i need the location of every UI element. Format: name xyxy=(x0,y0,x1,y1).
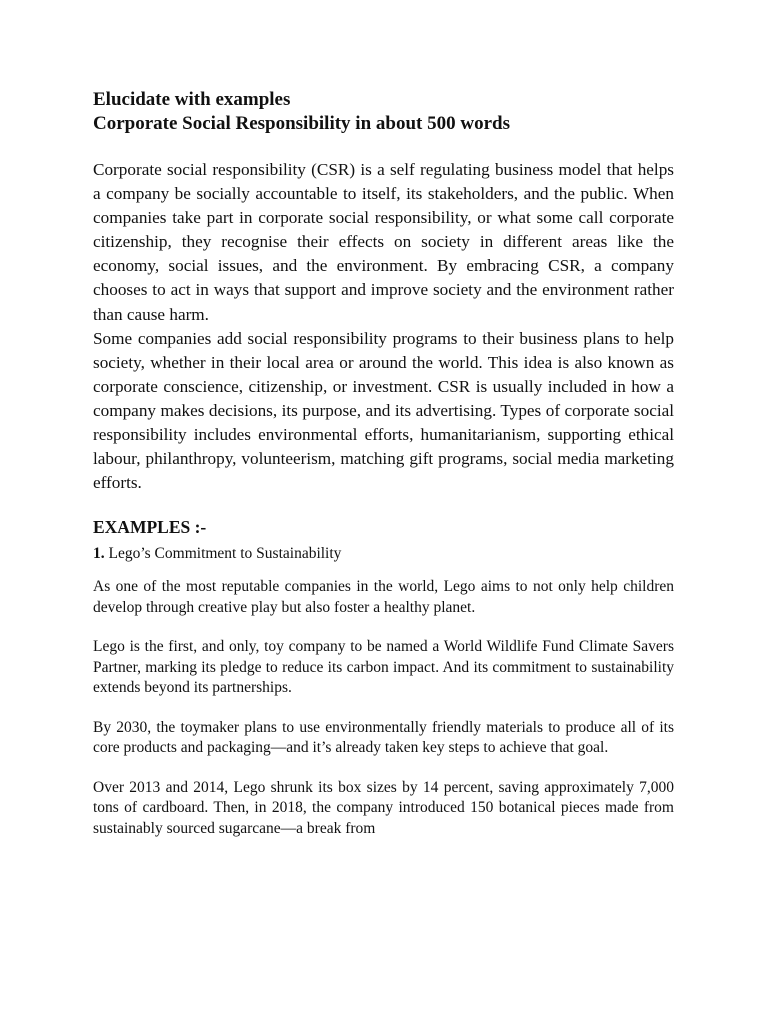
example-1-paragraph-1: As one of the most reputable companies in the world, Lego aims to not only help children develop through creative play but also foster a healthy planet. xyxy=(93,578,674,616)
example-1-title xyxy=(93,543,674,565)
example-1-paragraph-3: By 2030, the toymaker plans to use environmentally friendly materials to produce all of its core products and packaging—and it’s already taken key steps to achieve that goal. xyxy=(93,718,674,757)
document-title-line-2: Corporate Social Responsibility in about 500 words xyxy=(93,113,510,134)
example-1-title-text: Lego’s Commitment to Sustainability xyxy=(108,545,342,563)
intro-paragraph-1: Corporate social responsibility (CSR) is a self regulating business model that helps a company be socially accountable to itself, its stakeholders, and the public. When companies take part in corporate social responsibility, or what some call corporate citizenship, they recognise their effects on society in different areas like the economy, social issues, and the environment. By embracing CSR, a company chooses to act in ways that support and improve society and the environment rather than cause harm. xyxy=(93,160,674,324)
intro-paragraph-2: Some companies add social responsibility programs to their business plans to help society, whether in their local area or around the world. This idea is also known as corporate conscience, citizenship, or investment. CSR is usually included in how a company makes decisions, its purpose, and its advertising. Types of corporate social responsibility includes environmental efforts, humanitarianism, supporting ethical labour, philanthropy, volunteerism, matching gift programs, social media marketing efforts. xyxy=(93,328,674,493)
document-page xyxy=(93,88,674,839)
examples-heading: EXAMPLES :- xyxy=(93,517,207,538)
document-title-line-1: Elucidate with examples xyxy=(93,89,291,110)
example-1-number: 1. xyxy=(93,545,105,563)
example-1-paragraph-2: Lego is the first, and only, toy company to be named a World Wildlife Fund Climate Savers Partner, marking its pledge to reduce its carbon impact. And its commitment to sustainability extends beyond its partnerships. xyxy=(93,638,674,697)
example-1-paragraph-4: Over 2013 and 2014, Lego shrunk its box sizes by 14 percent, saving approximately 7,000 tons of cardboard. Then, in 2018, the company introduced 150 botanical pieces made from sustainably sourced sugarcane—a break from xyxy=(93,778,674,837)
